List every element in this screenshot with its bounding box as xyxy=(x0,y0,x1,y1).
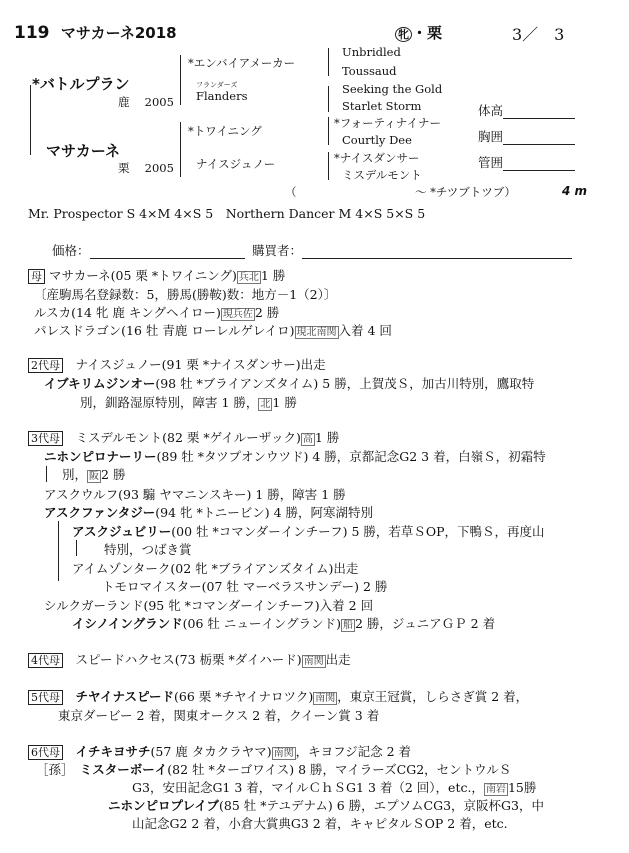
grandchild-mark: ［孫］ xyxy=(36,762,68,777)
fourth-dam-desc: スピードハクセス(73 栃栗 *ダイハード) xyxy=(75,652,302,667)
g3-grandchild-1-name: アスクジュビリー xyxy=(72,524,172,539)
fifth-dam-tag: 5代母 xyxy=(28,690,63,705)
g3-child-3 xyxy=(44,503,373,521)
fourth-dam-tail: 出走 xyxy=(325,652,351,667)
foal-1-desc: ルスカ(14 牝 鹿 キングヘイロー) xyxy=(34,305,221,320)
dds: *ナイスダンサー xyxy=(334,151,420,165)
g2-child-1-cont xyxy=(80,393,297,411)
sire-sire: *エンバイアメーカー xyxy=(188,56,296,70)
g3-great-grandchild: トモロマイスター(07 牡 マーベラスサンデー) 2 勝 xyxy=(102,579,388,594)
sex-mark: 牝 xyxy=(395,27,412,42)
buyer-field xyxy=(252,241,572,259)
g6-grandchild-2-cont: 山記念G2 2 着，小倉大賞典G3 2 着，キャピタルＳOP 2 着，etc. xyxy=(132,816,508,831)
sixth-dam xyxy=(28,742,411,760)
third-dam-wins: 1 勝 xyxy=(314,430,340,445)
third-dam-desc: ミスデルモント(82 栗 *ゲイルーザック) xyxy=(75,430,301,445)
foal-2-desc: パレスドラゴン(16 牡 青鹿 ローレルゲレイロ) xyxy=(34,323,295,338)
g3-grandchild-3-badge: 船 xyxy=(343,620,353,631)
buyer-label: 購買者： xyxy=(252,243,303,258)
height-label: 体高 xyxy=(478,103,504,118)
dsd: Courtly Dee xyxy=(342,133,412,147)
g3-grandchild-1-cont: 特別，つばき賞 xyxy=(104,542,192,557)
g3-grandchild-2: アイムゾンターク(02 牝 *ブライアンズタイム)出走 xyxy=(72,561,359,576)
g3-grandchild-3-desc: (06 牡 ニューイングランド) xyxy=(182,616,341,631)
sixth-dam-tail: ，キヨフジ記念 2 着 xyxy=(295,744,412,759)
chest-label: 胸囲 xyxy=(478,129,504,144)
g6-grandchild-1-tail: 15勝 xyxy=(507,780,537,795)
sire-dam-ruby: フランダーズ xyxy=(196,81,238,89)
sixth-dam-name: イチキヨサチ xyxy=(75,744,151,759)
height-field xyxy=(478,101,575,119)
foal-2-wins: 入着 4 回 xyxy=(338,323,392,338)
sdd: Starlet Storm xyxy=(342,99,422,113)
g3-child-4: シルクガーランド(95 牝 *コマンダーインチーフ)入着 2 回 xyxy=(44,598,374,613)
g3-child-1-desc: (89 牡 *タツプオンウツド) 4 勝，京都記念G2 3 着，白嶺Ｓ，初霜特 xyxy=(156,449,546,464)
dam-badge: 兵北 xyxy=(238,272,259,283)
g6-grandchild-1-name: ミスターボーイ xyxy=(79,762,168,777)
chest-field xyxy=(478,127,575,145)
g2-child-1-badge: 北 xyxy=(260,399,271,410)
third-dam-badge: 高 xyxy=(302,434,313,445)
dam-sire: *トワイニング xyxy=(188,124,262,138)
dam-wins: 1 勝 xyxy=(260,268,286,283)
foal-2 xyxy=(34,321,392,339)
g3-grandchild-3 xyxy=(72,614,495,632)
age: 4 m xyxy=(562,184,588,198)
birth-paren: （ xyxy=(285,185,297,199)
g6-grandchild-2-name: ニホンピロプレイブ xyxy=(108,798,220,813)
lot-number: 119 xyxy=(14,23,50,43)
g6-grandchild-1-cont xyxy=(132,778,536,796)
dam-info: 栗 2005 xyxy=(118,161,174,175)
sss: Unbridled xyxy=(342,45,401,59)
g3-child-1-tail: 2 勝 xyxy=(101,467,126,482)
catalog-header xyxy=(14,22,177,43)
g2-child-1-desc2: 別，釧路湿原特別，障害 1 勝， xyxy=(80,395,259,410)
ssd: Toussaud xyxy=(342,64,397,78)
g2-child-1 xyxy=(44,374,534,392)
fourth-dam-tag: 4代母 xyxy=(28,653,63,668)
g3-child-3-desc: (94 牝 *トニービン) 4 勝，阿寒湖特別 xyxy=(155,505,374,520)
g3-child-1-cont xyxy=(62,465,125,483)
g2-child-1-tail: 1 勝 xyxy=(272,395,297,410)
second-dam-tag: 2代母 xyxy=(28,358,63,373)
fifth-dam-badge: 南関 xyxy=(315,693,336,704)
dam-record: 〔産駒馬名登録数：5，勝馬(勝鞍)数：地方－1（2）〕 xyxy=(34,287,337,302)
fifth-dam-name: チヤイナスピード xyxy=(75,689,175,704)
g3-grandchild-1-desc: (00 牡 *コマンダーインチーフ) 5 勝，若草ＳOP，下鴨Ｓ，再度山 xyxy=(171,524,545,539)
sale-date: 3／ 3 xyxy=(512,25,565,44)
g6-grandchild-1-badge: 南岩 xyxy=(485,784,506,795)
g2-child-1-desc: (98 牡 *ブライアンズタイム) 5 勝，上賀茂Ｓ，加古川特別，鷹取特 xyxy=(155,376,535,391)
foal-1-wins: 2 勝 xyxy=(254,305,280,320)
breeder: ～ *チツブトツブ） xyxy=(415,185,516,199)
sire-dam: Flanders xyxy=(196,89,248,103)
dss: *フォーティナイナー xyxy=(334,116,441,130)
g3-child-1-badge: 阪 xyxy=(89,471,100,482)
inbreeding: Mr. Prospector S 4×M 4×S 5 Northern Dancer M 4×S 5×S 5 xyxy=(28,206,426,221)
g3-grandchild-1 xyxy=(72,522,545,540)
fourth-dam-badge: 南関 xyxy=(303,656,324,667)
g6-grandchild-2 xyxy=(108,796,544,814)
g2-child-1-name: イブキリムジンオー xyxy=(44,376,156,391)
g3-grandchild-3-name: イシノイングランド xyxy=(72,616,183,631)
foal-1 xyxy=(34,303,279,321)
g6-grandchild-1-desc2: G3，安田記念G1 3 着，マイルＣｈＳG1 3 着（2 回），etc.， xyxy=(132,780,484,795)
dam-line xyxy=(28,266,285,284)
g3-child-2: アスクウルフ(93 騸 ヤマニンスキー) 1 勝，障害 1 勝 xyxy=(44,487,346,502)
sex-color xyxy=(395,22,442,43)
price-field xyxy=(52,241,245,259)
fifth-dam-desc: (66 栗 *チヤイナロツク) xyxy=(174,689,314,704)
sixth-dam-badge: 南関 xyxy=(273,748,294,759)
sds: Seeking the Gold xyxy=(342,82,443,96)
foal-2-badge: 現北南関 xyxy=(296,327,337,338)
g3-child-1-desc2: 別， xyxy=(62,467,88,482)
dam-dam: ナイスジュノー xyxy=(196,157,276,171)
cannon-label: 管囲 xyxy=(478,155,504,170)
fifth-dam-cont: 東京ダービー 2 着，関東オークス 2 着，クイーン賞 3 着 xyxy=(58,708,380,723)
g3-child-1-name: ニホンピロナーリー xyxy=(44,449,157,464)
ddd: ミスデルモント xyxy=(342,168,422,182)
horse-name: マサカーネ2018 xyxy=(60,24,177,42)
coat-color: ・栗 xyxy=(412,24,443,42)
second-dam xyxy=(28,355,326,373)
dam-tag: 母 xyxy=(28,269,45,284)
sire-name: *バトルプラン xyxy=(32,75,130,93)
g6-grandchild-1 xyxy=(36,760,511,778)
g6-grandchild-1-desc: (82 牡 *ターゴワイス) 8 勝，マイラーズCG2，セントウルＳ xyxy=(167,762,512,777)
fifth-dam-tail: ，東京王冠賞，しらさぎ賞 2 着， xyxy=(337,689,529,704)
sixth-dam-tag: 6代母 xyxy=(28,745,63,760)
sixth-dam-desc: (57 鹿 タカクラヤマ) xyxy=(150,744,272,759)
cannon-field xyxy=(478,153,575,171)
fifth-dam xyxy=(28,687,528,705)
g3-grandchild-3-tail: 2 勝，ジュニアＧＰ 2 着 xyxy=(355,616,496,631)
fourth-dam xyxy=(28,650,351,668)
g3-child-1 xyxy=(44,447,546,465)
second-dam-desc: ナイスジュノー(91 栗 *ナイスダンサー)出走 xyxy=(75,357,326,372)
g6-grandchild-2-desc: (85 牡 *テユデナム) 6 勝，エプソムCG3，京阪杯G3，中 xyxy=(219,798,544,813)
g3-child-3-name: アスクファンタジー xyxy=(44,505,156,520)
foal-1-badge: 現兵佐 xyxy=(222,309,253,320)
sire-info: 鹿 2005 xyxy=(118,95,174,109)
third-dam-tag: 3代母 xyxy=(28,431,63,446)
dam-desc: マサカーネ(05 栗 *トワイニング) xyxy=(48,268,237,283)
third-dam xyxy=(28,428,339,446)
price-label: 価格： xyxy=(52,243,90,258)
dam-name: マサカーネ xyxy=(46,142,120,160)
